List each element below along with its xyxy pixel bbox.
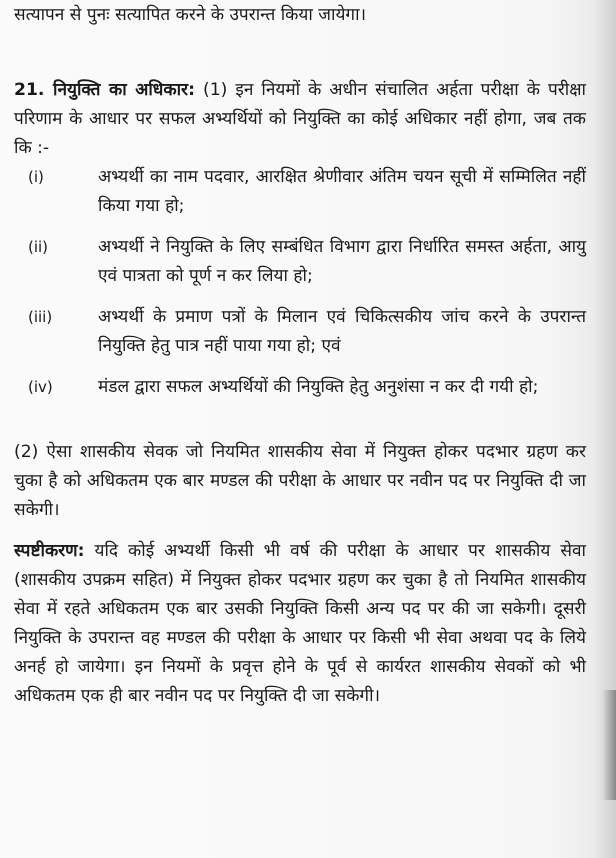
list-item-text: अभ्यर्थी का नाम पदवार, आरक्षित श्रेणीवार अंतिम चयन सूची में सम्मिलित नहीं किया गया हो; [98, 167, 586, 216]
page-edge-shadow [602, 690, 616, 800]
explanation-label: स्पष्टीकरण: [14, 541, 85, 561]
top-line-text: सत्यापन से पुनः सत्यापित करने के उपरान्त किया जायेगा। [14, 5, 367, 25]
explanation-text: यदि कोई अभ्यर्थी किसी भी वर्ष की परीक्षा के आधार पर शासकीय सेवा (शासकीय उपक्रम सहित) में नियुक्त होकर पदभार ग्रहण कर चुका है तो नियमित शासकीय सेवा में रहते अधिकतम एक बार उसकी नियुक्ति किसी अन्य पद पर की जा सकेगी। दूसरी नियुक्ति के उपरान्त वह मण्डल की परीक्षा के आधार पर किसी भी सेवा अथवा पद के लिये अनर्ह हो जायेगा। इन नियमों के प्रवृत्त होने के पूर्व से कार्यरत शासकीय सेवकों को भी अधिकतम एक ही बार नवीन पद पर नियुक्ति दी जा सकेगी। [14, 541, 586, 706]
clause-2 [14, 438, 586, 525]
list-item-number: (iii) [28, 308, 53, 326]
list-item-number: (i) [28, 168, 44, 186]
previous-text-line [14, 1, 586, 30]
section-21-heading: 21. नियुक्ति का अधिकार: [14, 80, 195, 100]
list-item-text: अभ्यर्थी के प्रमाण पत्रों के मिलान एवं चिकित्सकीय जांच करने के उपरान्त नियुक्ति हेतु पात्र नहीं पाया गया हो; एवं [98, 307, 586, 356]
section-21-paragraph [14, 76, 586, 163]
explanation-block [14, 537, 586, 711]
list-item-text: अभ्यर्थी ने नियुक्ति के लिए सम्बंधित विभाग द्वारा निर्धारित समस्त अर्हता, आयु एवं पात्रता को पूर्ण न कर लिया हो; [98, 237, 586, 286]
list-item-text: मंडल द्वारा सफल अभ्यर्थियों की नियुक्ति हेतु अनुशंसा न कर दी गयी हो; [98, 377, 539, 397]
list-item-number: (iv) [28, 378, 53, 396]
clause-2-text: (2) ऐसा शासकीय सेवक जो नियमित शासकीय सेवा में नियुक्त होकर पदभार ग्रहण कर चुका है को अधिकतम एक बार मण्डल की परीक्षा के आधार पर नवीन पद पर नियुक्ति दी जा सकेगी। [14, 442, 586, 520]
section-21-intro [14, 76, 586, 163]
section-21-intro-text: (1) इन नियमों के अधीन संचालित अर्हता परीक्षा के परीक्षा परिणाम के आधार पर सफल अभ्यर्थियों को नियुक्ति का कोई अधिकार नहीं होगा, जब तक कि :- [14, 80, 586, 158]
explanation-paragraph [14, 537, 586, 711]
list-item-number: (ii) [28, 238, 49, 256]
